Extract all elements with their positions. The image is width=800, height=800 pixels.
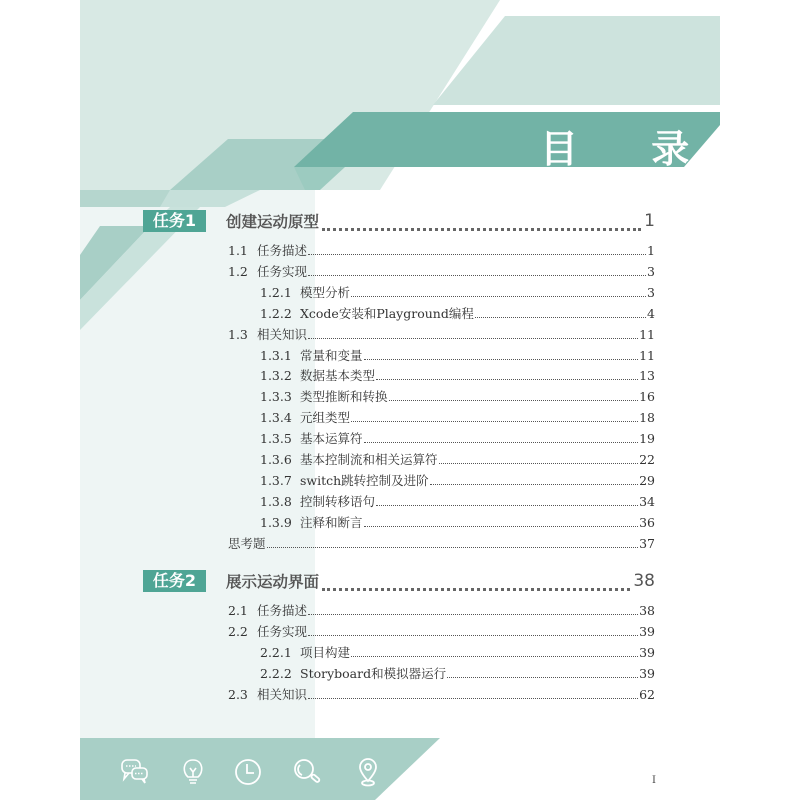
dot-leader (430, 484, 638, 485)
dot-leader (308, 254, 646, 255)
dot-leader (308, 635, 638, 636)
task-badge: 任务1 (143, 210, 206, 232)
entry-title: 相关知识 (257, 326, 308, 342)
toc-entry[interactable] (260, 389, 655, 405)
toc-entry[interactable] (260, 645, 655, 661)
entry-number: 1.3.3 (260, 389, 292, 405)
task-heading[interactable] (143, 210, 655, 232)
entry-number: 1.1 (228, 243, 248, 258)
dot-leader (364, 359, 639, 360)
entry-page: 11 (639, 326, 655, 342)
entry-title: 数据基本类型 (300, 368, 376, 384)
entry-number: 1.3.1 (260, 347, 292, 363)
toc-entry[interactable] (260, 515, 655, 531)
entry-title: switch跳转控制及进阶 (300, 472, 429, 488)
task-page: 1 (644, 211, 655, 231)
entry-number: 1.3.7 (260, 472, 292, 488)
dot-leader (322, 222, 641, 231)
toc-entry[interactable] (260, 410, 655, 426)
entry-number: 1.2.2 (260, 305, 292, 321)
dot-leader (439, 463, 639, 464)
toc-entry[interactable] (228, 243, 655, 259)
entry-page: 39 (639, 645, 655, 660)
clock-icon (233, 757, 263, 787)
page-number: I (652, 775, 656, 786)
task-badge: 任务2 (143, 570, 206, 592)
dot-leader (364, 526, 639, 527)
dot-leader (351, 421, 638, 422)
toc-entry[interactable] (260, 473, 655, 489)
entry-page: 1 (647, 243, 655, 258)
entry-page: 37 (639, 535, 655, 551)
entry-number: 1.3.9 (260, 514, 292, 530)
toc-entry[interactable] (228, 687, 655, 703)
toc-entry[interactable] (228, 603, 655, 619)
entry-title: 任务实现 (257, 263, 308, 279)
toc-entry[interactable] (260, 494, 655, 510)
entry-number: 1.3.6 (260, 452, 292, 467)
entry-title: 任务描述 (257, 243, 308, 258)
toc-entry[interactable] (228, 327, 655, 343)
lightbulb-icon (178, 757, 208, 787)
toc-entry[interactable] (260, 348, 655, 364)
entry-title: 项目构建 (300, 645, 351, 660)
entry-title: 常量和变量 (300, 347, 363, 363)
entry-title: Storyboard和模拟器运行 (300, 666, 447, 681)
entry-page: 22 (639, 452, 655, 467)
dot-leader (308, 614, 638, 615)
entry-page: 38 (639, 603, 655, 618)
entry-title: 相关知识 (257, 687, 308, 702)
dot-leader (308, 698, 638, 699)
search-icon (292, 757, 322, 787)
location-pin-icon (353, 757, 383, 787)
dot-leader (322, 582, 630, 591)
dot-leader (376, 379, 638, 380)
dot-leader (351, 296, 646, 297)
entry-page: 62 (639, 687, 655, 702)
toc-entry[interactable] (260, 666, 655, 682)
entry-number: 1.2 (228, 263, 248, 279)
entry-title: 任务实现 (257, 624, 308, 639)
entry-number: 1.3.5 (260, 431, 292, 447)
entry-number: 1.3.8 (260, 493, 292, 509)
chat-bubbles-icon (120, 757, 150, 787)
entry-title: 类型推断和转换 (300, 389, 388, 405)
entry-number: 1.3 (228, 326, 248, 342)
dot-leader (308, 275, 646, 276)
entry-page: 4 (647, 305, 655, 321)
entry-page: 34 (639, 493, 655, 509)
task-heading[interactable] (143, 570, 655, 592)
dot-leader (475, 317, 646, 318)
toc-entry[interactable] (228, 624, 655, 640)
entry-number: 1.3.2 (260, 368, 292, 384)
entry-title: 基本控制流和相关运算符 (300, 452, 438, 467)
toc-entry[interactable] (228, 264, 655, 280)
entry-page: 11 (639, 347, 655, 363)
entry-title: 元组类型 (300, 410, 351, 426)
dot-leader (389, 400, 639, 401)
toc-entry[interactable] (260, 306, 655, 322)
entry-page: 19 (639, 431, 655, 447)
entry-page: 13 (639, 368, 655, 384)
toc-entry[interactable] (260, 431, 655, 447)
entry-page: 3 (647, 284, 655, 300)
entry-title: 任务描述 (257, 603, 308, 618)
task-title: 创建运动原型 (226, 213, 320, 231)
entry-title: 基本运算符 (300, 431, 363, 447)
dot-leader (364, 442, 639, 443)
entry-page: 16 (639, 389, 655, 405)
toc-entry[interactable] (228, 536, 655, 552)
entry-page: 39 (639, 624, 655, 639)
toc-entry[interactable] (260, 368, 655, 384)
dot-leader (447, 677, 638, 678)
dot-leader (267, 547, 639, 548)
entry-page: 18 (639, 410, 655, 426)
entry-number: 2.2.2 (260, 666, 292, 681)
toc-entry[interactable] (260, 285, 655, 301)
entry-number: 1.3.4 (260, 410, 292, 426)
entry-page: 3 (647, 263, 655, 279)
entry-number: 1.2.1 (260, 284, 292, 300)
entry-title: 思考题 (228, 535, 266, 551)
entry-number: 2.3 (228, 687, 248, 702)
entry-title: 注释和断言 (300, 514, 363, 530)
entry-title: 模型分析 (300, 284, 351, 300)
task-page: 38 (633, 571, 655, 591)
entry-number: 2.2 (228, 624, 248, 639)
entry-page: 39 (639, 666, 655, 681)
entry-title: 控制转移语句 (300, 493, 376, 509)
dot-leader (376, 505, 638, 506)
entry-number: 2.1 (228, 603, 248, 618)
toc-entry[interactable] (260, 452, 655, 468)
dot-leader (351, 656, 638, 657)
page-title: 目 录 (540, 127, 720, 171)
entry-title: Xcode安装和Playground编程 (300, 305, 474, 321)
dot-leader (308, 338, 638, 339)
task-title: 展示运动界面 (226, 573, 320, 591)
entry-page: 36 (639, 514, 655, 530)
entry-page: 29 (639, 472, 655, 488)
entry-number: 2.2.1 (260, 645, 292, 660)
